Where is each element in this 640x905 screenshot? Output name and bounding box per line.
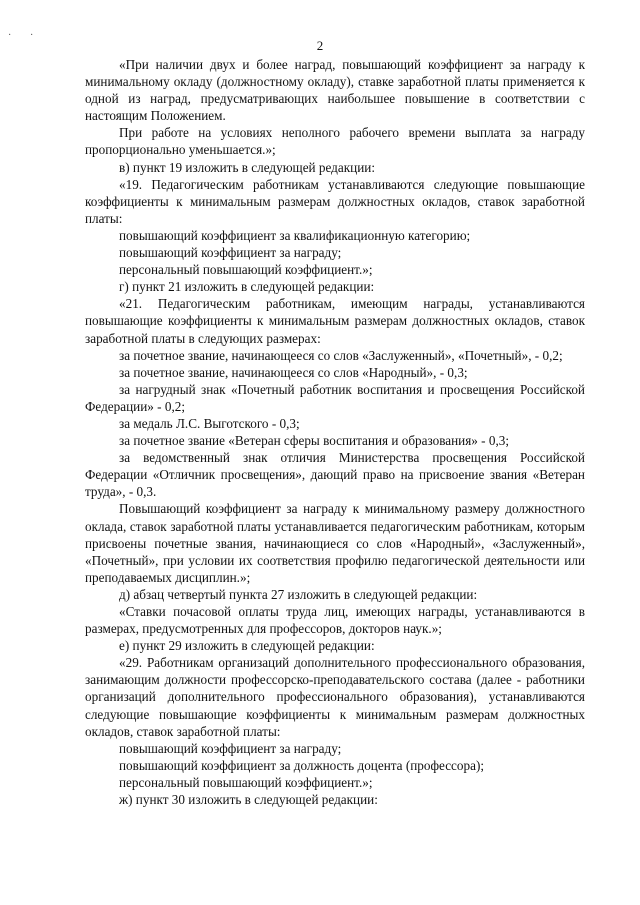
scan-artifact: · — [8, 30, 12, 41]
paragraph: «29. Работникам организаций дополнительного профессионального образования, занимающим должности профессорско-преподавательского состава (далее - работники организаций дополнительного профессионального образования), устанавливаются следующие повышающие коэффициенты к минимальным размерам должностных окладов, ставок заработной платы: — [85, 655, 585, 739]
paragraph: Повышающий коэффициент за награду к минимальному размеру должностного оклада, ставок заработной платы устанавливается педагогическим работникам, которым присвоены почетные звания, начинающиеся со слов «Народный», «Заслуженный», «Почетный», при условии их соответствия профилю педагогической деятельности или преподаваемых дисциплин.»; — [85, 501, 585, 585]
paragraph: «При наличии двух и более наград, повышающий коэффициент за награду к минимальному окладу (должностному окладу), ставке заработной платы применяется к одной из наград, предусматривающих наибольшее повышение в соответствии с настоящим Положением. — [85, 57, 585, 124]
paragraph: «21. Педагогическим работникам, имеющим награды, устанавливаются повышающие коэффициенты к минимальным размерам должностных окладов, ставок заработной платы в следующих размерах: — [85, 296, 585, 346]
paragraph: ж) пункт 30 изложить в следующей редакции: — [119, 792, 378, 808]
document-body — [85, 56, 585, 808]
page-number: 2 — [316, 38, 324, 53]
paragraph: е) пункт 29 изложить в следующей редакции: — [119, 638, 375, 654]
paragraph: за почетное звание, начинающееся со слов «Народный», - 0,3; — [119, 364, 468, 380]
paragraph: повышающий коэффициент за награду; — [119, 245, 342, 261]
paragraph: за почетное звание, начинающееся со слов «Заслуженный», «Почетный», - 0,2; — [119, 347, 563, 363]
paragraph: «19. Педагогическим работникам устанавливаются следующие повышающие коэффициенты к минимальным размерам должностных окладов, ставок заработной платы: — [85, 176, 585, 226]
paragraph: г) пункт 21 изложить в следующей редакции: — [119, 279, 375, 295]
paragraph: за ведомственный знак отличия Министерства просвещения Российской Федерации «Отличник просвещения», дающий право на присвоение звания «Ветеран труда», - 0,3. — [85, 450, 585, 500]
paragraph: повышающий коэффициент за квалификационную категорию; — [119, 227, 471, 243]
paragraph: за почетное звание «Ветеран сферы воспитания и образования» - 0,3; — [119, 433, 510, 449]
paragraph: повышающий коэффициент за должность доцента (профессора); — [119, 757, 484, 773]
paragraph: персональный повышающий коэффициент.»; — [119, 262, 373, 278]
paragraph: за медаль Л.С. Выготского - 0,3; — [119, 415, 300, 431]
paragraph: «Ставки почасовой оплаты труда лиц, имеющих награды, устанавливаются в размерах, предусмотренных для профессоров, докторов наук.»; — [85, 604, 585, 637]
paragraph: При работе на условиях неполного рабочего времени выплата за награду пропорционально уменьшается.»; — [85, 125, 585, 158]
paragraph: в) пункт 19 изложить в следующей редакции: — [119, 159, 375, 175]
paragraph: повышающий коэффициент за награду; — [119, 740, 342, 756]
paragraph: персональный повышающий коэффициент.»; — [119, 774, 373, 790]
scan-artifact: · — [30, 30, 34, 41]
paragraph: за нагрудный знак «Почетный работник воспитания и просвещения Российской Федерации» - 0,2; — [85, 381, 585, 414]
paragraph: д) абзац четвертый пункта 27 изложить в следующей редакции: — [119, 586, 478, 602]
